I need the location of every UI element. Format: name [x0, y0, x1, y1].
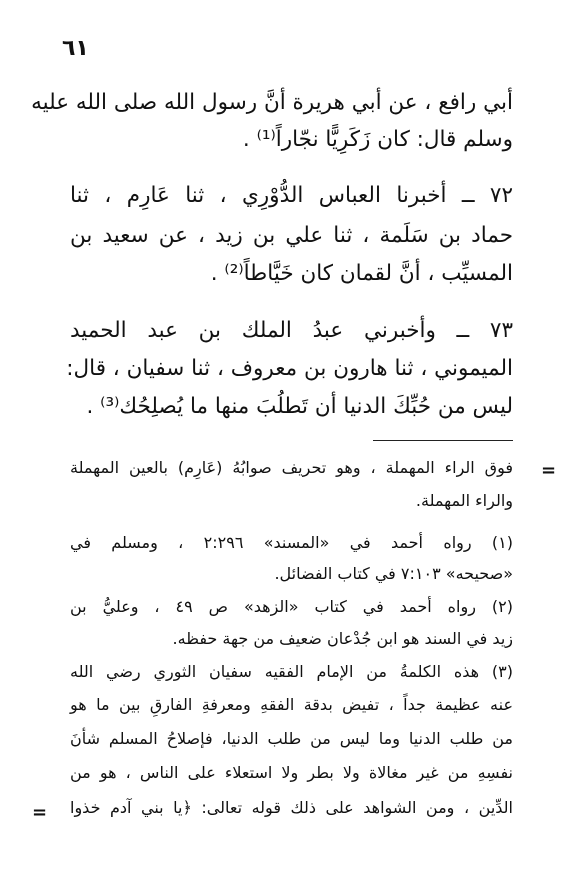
footnote-line: «صحيحه» ٧:١٠٣ في كتاب الفضائل. — [274, 564, 513, 583]
footnote-line: الدِّين ، ومن الشواهد على ذلك قوله تعالى: ﴿يا بني آدم خذوا — [70, 798, 513, 817]
footnote-line: (٣) هذه الكلمةُ من الإمام الفقيه سفيان الثوري رضي الله — [70, 662, 513, 681]
main-text-line: الميموني ، ثنا هارون بن معروف ، ثنا سفيان ، قال: — [66, 356, 513, 381]
continuation-mark: = — [32, 802, 48, 823]
footnote-line: والراء المهملة. — [415, 491, 513, 510]
main-text-line: ٧٢ ــ أخبرنا العباس الدُّوْرِي ، ثنا عَارِم ، ثنا — [70, 183, 513, 208]
footnote-line: (٢) رواه أحمد في كتاب «الزهد» ص ٤٩ ، وعليُّ بن — [70, 597, 513, 616]
page-number: ٦١ — [62, 36, 89, 61]
main-text-line: ٧٣ ــ وأخبرني عبدُ الملك بن عبد الحميد — [70, 318, 513, 343]
main-text-line: المسيِّب ، أنَّ لقمان كان خَيَّاطاً⁽²⁾ . — [210, 261, 513, 286]
main-text-line: وسلم قال: كان زَكَرِيًّا نجّاراً⁽¹⁾ . — [242, 127, 513, 152]
main-text-line: أبي رافع ، عن أبي هريرة أنَّ رسول الله صلى الله عليه — [31, 90, 513, 115]
footnote-line: عنه عظيمة جداً ، تفيض بدقة الفقهِ ومعرفةِ الفارقِ بين ما هو — [70, 695, 513, 714]
main-text-line: ليس من حُبِّكَ الدنيا أن تَطلُبَ منها ما يُصلِحُك⁽³⁾ . — [86, 394, 513, 419]
footnote-separator — [373, 440, 513, 441]
footnote-line: (١) رواه أحمد في «المسند» ٢:٢٩٦ ، ومسلم في — [70, 533, 514, 552]
footnote-line: من طلب الدنيا وما ليس من طلب الدنيا، فإصلاحُ المسلم شأنَ — [70, 729, 513, 748]
main-text-line: حماد بن سَلَمة ، ثنا علي بن زيد ، عن سعيد بن — [70, 223, 513, 248]
footnote-line: نفسِهِ من غير مغالاة ولا بطر ولا استعلاء على الناس ، هو من — [70, 763, 513, 782]
footnote-line: فوق الراء المهملة ، وهو تحريف صوابُهُ (عَارِم) بالعين المهملة — [70, 458, 513, 477]
continuation-mark: = — [541, 460, 557, 481]
footnote-line: زيد في السند هو ابن جُدْعان ضعيف من جهة حفظه. — [172, 629, 513, 648]
